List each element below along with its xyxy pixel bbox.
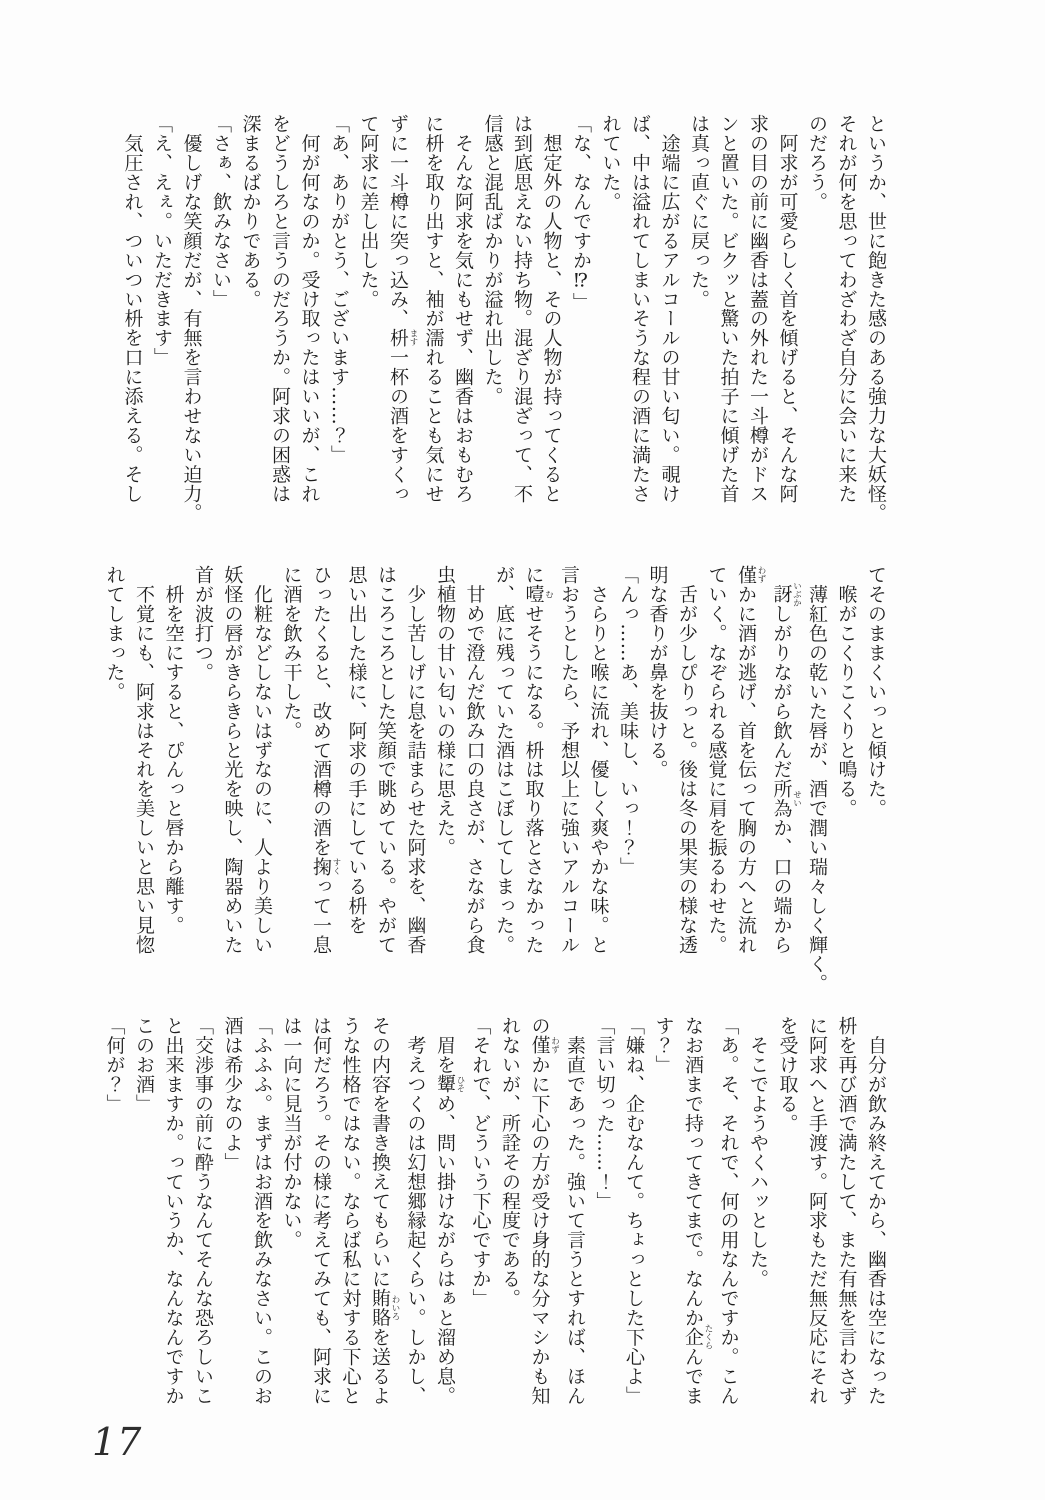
text-column: 「交渉事の前に酔うなんてそんな恐ろしいこ <box>192 1016 214 1405</box>
text-column: うな性格ではない。ならば私に対する下心と <box>339 1016 362 1405</box>
ruby-annotated-word: 企 たくら <box>682 1324 713 1350</box>
text-column: に噎 むせそうになる。枡は取り落とさなかった <box>522 565 554 955</box>
text-column: に酒を飲み干した。 <box>280 565 303 741</box>
text-column: 「嫌ね、企むなんて。ちょっとした下心よ」 <box>623 1016 645 1405</box>
text-column: 少し苦しげに息を詰まらせた阿求を、幽香 <box>404 565 427 954</box>
text-column: ンと置いた。ビクッと驚いた拍子に傾げた首 <box>717 114 740 503</box>
text-column: 途端に広がるアルコールの甘い匂い。覗け <box>658 114 681 503</box>
text-column: 明な香りが鼻を抜ける。 <box>646 565 669 779</box>
text-column: 自分が飲み終えてから、幽香は空になった <box>865 1016 887 1405</box>
text-column: 「あ、ありがとう、ございます……？」 <box>328 114 350 465</box>
ruby-annotated-word: 僅 わず <box>735 565 766 585</box>
text-column: はころころとした笑顔で眺めている。やがて <box>375 565 397 954</box>
text-column: 「え、えぇ。いただきます」 <box>151 114 173 367</box>
text-column: 阿求が可愛らしく首を傾げると、そんな阿 <box>776 114 799 503</box>
text-column: 舌が少しぴりっと。後は冬の果実の様な透 <box>676 565 698 954</box>
text-band-2 <box>99 565 890 993</box>
text-column: 訝 いぶかしがりながら飲んだ所為 せいか、口の端から <box>770 581 802 955</box>
text-column: 求の目の前に幽香は蓋の外れた一斗樽がドス <box>747 114 769 503</box>
text-column: 気圧され、ついつい枡を口に添える。そし <box>121 114 144 503</box>
text-column: 優しげな笑顔だが、有無を言わせない迫力。 <box>180 114 203 523</box>
text-band-3 <box>99 1016 890 1408</box>
text-column: というか、世に飽きた感のある強力な大妖怪。 <box>865 114 887 523</box>
text-column: 「何が？」 <box>103 1016 126 1114</box>
text-column: は何だろう。その様に考えてみても、阿求に <box>310 1016 332 1405</box>
text-column: 信感と混乱ばかりが溢れ出した。 <box>481 114 504 406</box>
text-column: ていく。なぞられる感覚に肩を振るわせた。 <box>705 565 728 954</box>
text-column: て阿求に差し出した。 <box>357 114 380 309</box>
text-column: は一向に見当が付かない。 <box>280 1016 303 1250</box>
text-column: を受け取る。 <box>776 1016 799 1133</box>
text-column: は真っ直ぐに戻った。 <box>688 114 710 309</box>
text-column: をどうしろと言うのだろうか。阿求の困惑は <box>269 114 291 503</box>
ruby-annotated-word: 賄賂 わいろ <box>369 1288 400 1328</box>
text-column: 「言い切った……！」 <box>593 1016 616 1211</box>
text-band-1 <box>117 114 890 523</box>
text-column: それが何を思ってわざわざ自分に会いに来た <box>835 114 858 503</box>
text-column: 「あ。そ、それで、何の用なんですか。こん <box>717 1016 740 1405</box>
ruby-annotated-word: 所為 せい <box>770 778 802 818</box>
text-column: 深まるばかりである。 <box>239 114 262 309</box>
page-number: 17 <box>92 1420 143 1464</box>
text-column: 薄紅色の乾いた唇が、酒で潤い瑞々しく輝く。 <box>806 565 828 993</box>
text-column: 「んっ……あ、美味し、いっ！？」 <box>617 565 639 877</box>
text-column: れてしまった。 <box>103 565 126 702</box>
text-column: 思い出した様に、阿求の手にしている枡を <box>345 565 368 935</box>
ruby-annotated-word: 枡 ます <box>387 327 418 348</box>
text-column: さらりと喉に流れ、優しく爽やかな味。と <box>587 565 610 954</box>
text-column: そこでようやくハッとした。 <box>747 1016 769 1289</box>
text-column: のだろう。 <box>806 114 828 212</box>
text-column: に阿求へと手渡す。阿求もただ無反応にそれ <box>806 1016 828 1405</box>
text-column: は到底思えない持ち物。混ざり混ざって、不 <box>511 114 533 503</box>
text-column: れていた。 <box>599 114 622 212</box>
text-column: 「ふふふ。まずはお酒を飲みなさい。このお <box>251 1016 273 1405</box>
text-column: 酒は希少なのよ」 <box>221 1016 244 1172</box>
text-column: れないが、所詮その程度である。 <box>499 1016 521 1308</box>
text-column: 素直であった。強いて言うとすれば、ほん <box>564 1016 586 1405</box>
text-column: 言おうとしたら、予想以上に強いアルコール <box>558 565 580 954</box>
text-column: に枡を取り出すと、袖が濡れることも気にせ <box>422 114 445 503</box>
text-column: 僅 わずかに酒が逃げ、首を伝って胸の方へと流れ <box>735 565 766 955</box>
text-column: 「それで、どういう下心ですか」 <box>469 1016 492 1308</box>
text-column: ば、中は溢れてしまいそうな程の酒に満たさ <box>629 114 651 503</box>
text-column: 化粧などしないはずなのに、人より美しい <box>251 565 273 954</box>
text-column: 枡を空にすると、ぴんっと唇から離す。 <box>162 565 185 935</box>
ruby-annotated-word: 訝 いぶか <box>770 581 802 607</box>
ruby-annotated-word: 顰 ひそ <box>434 1074 465 1094</box>
text-column: 「な、なんですか⁉」 <box>570 114 592 312</box>
text-column: 甘めで澄んだ飲み口の良さが、さながら食 <box>463 565 486 954</box>
text-column: 何が何なのか。受け取ったはいいが、これ <box>298 114 321 503</box>
text-column: その内容を書き換えてもらいに賄賂 わいろを送るよ <box>369 1016 400 1406</box>
text-column: 不覚にも、阿求はそれを美しいと思い見惚 <box>133 565 155 954</box>
text-column: 考えつくのは幻想郷縁起くらい。しかし、 <box>404 1016 427 1405</box>
text-column: 眉を顰 ひそめ、問い掛けながらはぁと溜め息。 <box>434 1016 465 1406</box>
text-column: 想定外の人物と、その人物が持ってくると <box>540 114 563 503</box>
text-column: と出来ますか。っていうか、なんなんですか <box>162 1016 185 1405</box>
text-column: てそのままくいっと傾けた。 <box>865 565 887 818</box>
text-column: す？」 <box>652 1016 675 1075</box>
text-column: そんな阿求を気にもせず、幽香はおもむろ <box>452 114 474 503</box>
text-column: ずに一斗樽に突っ込み、枡 ます一杯の酒をすくっ <box>387 114 418 504</box>
text-column: なお酒まで持ってきてまで。なんか企 たくらんでま <box>682 1016 713 1406</box>
ruby-annotated-word: 僅 わず <box>528 1035 560 1055</box>
text-column: が、底に残っていた酒はこぼしてしまった。 <box>493 565 515 954</box>
text-column: 喉がこくりこくりと鳴る。 <box>835 565 858 818</box>
ruby-annotated-word: 噎 む <box>522 584 554 604</box>
text-column: 虫植物の甘い匂いの様に思えた。 <box>434 565 456 857</box>
text-column: の僅 わずかに下心の方が受け身的な分マシかも知 <box>528 1016 560 1406</box>
text-column: ひったくると、改めて酒樽の酒を掬 すくって一息 <box>310 565 341 955</box>
text-column: 枡を再び酒で満たして、また有無を言わさず <box>835 1016 858 1405</box>
text-column: このお酒」 <box>133 1016 155 1114</box>
text-column: 「さぁ、飲みなさい」 <box>210 114 232 309</box>
ruby-annotated-word: 掬 すく <box>310 856 341 877</box>
text-column: 首が波打つ。 <box>192 565 214 682</box>
text-column: 妖怪の唇がきらきらと光を映し、陶器めいた <box>221 565 244 954</box>
